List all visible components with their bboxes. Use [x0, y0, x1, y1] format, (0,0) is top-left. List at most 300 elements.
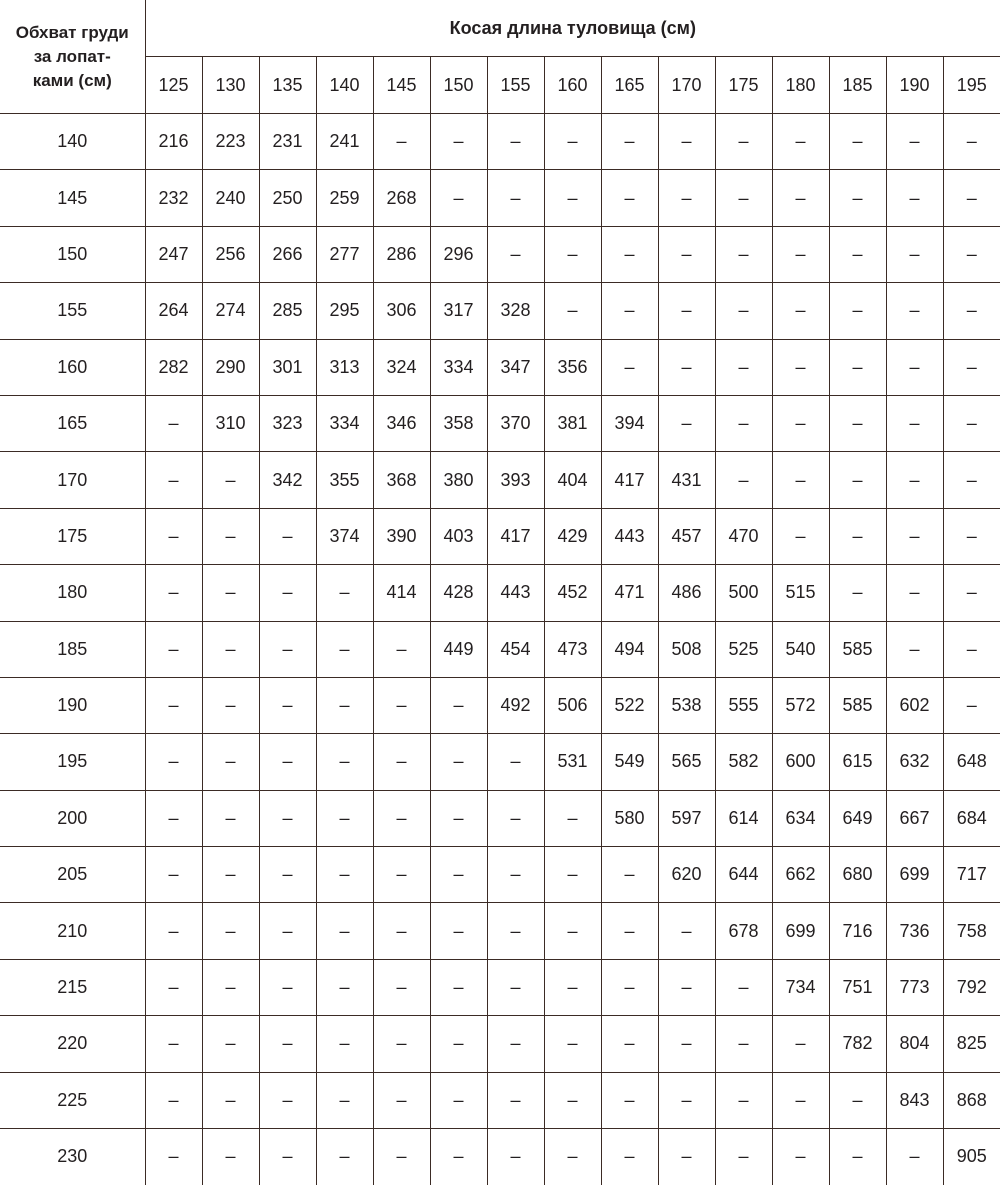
table-cell: – [373, 734, 430, 790]
table-cell: – [145, 790, 202, 846]
table-cell: 751 [829, 959, 886, 1015]
table-cell: – [943, 226, 1000, 282]
table-cell: – [829, 114, 886, 170]
table-cell: – [772, 1129, 829, 1185]
table-cell: – [373, 677, 430, 733]
table-cell: 614 [715, 790, 772, 846]
row-label: 200 [0, 790, 145, 846]
table-cell: 615 [829, 734, 886, 790]
table-cell: 486 [658, 565, 715, 621]
table-cell: 736 [886, 903, 943, 959]
table-cell: – [316, 734, 373, 790]
table-cell: – [316, 1129, 373, 1185]
table-cell: 582 [715, 734, 772, 790]
table-cell: – [658, 339, 715, 395]
row-label: 190 [0, 677, 145, 733]
table-cell: 600 [772, 734, 829, 790]
table-cell: – [886, 170, 943, 226]
table-cell: 290 [202, 339, 259, 395]
row-label: 220 [0, 1016, 145, 1072]
table-cell: – [544, 114, 601, 170]
table-cell: 404 [544, 452, 601, 508]
table-cell: – [886, 395, 943, 451]
table-row [0, 565, 1000, 621]
table-cell: – [829, 508, 886, 564]
table-cell: 301 [259, 339, 316, 395]
table-cell: – [601, 114, 658, 170]
table-cell: – [373, 903, 430, 959]
table-cell: – [316, 959, 373, 1015]
table-cell: – [202, 565, 259, 621]
table-cell: 342 [259, 452, 316, 508]
table-cell: – [316, 565, 373, 621]
table-row [0, 621, 1000, 677]
table-cell: 804 [886, 1016, 943, 1072]
table-cell: 565 [658, 734, 715, 790]
row-label: 160 [0, 339, 145, 395]
table-cell: – [259, 903, 316, 959]
table-cell: – [544, 903, 601, 959]
table-cell: – [886, 339, 943, 395]
table-cell: 470 [715, 508, 772, 564]
table-cell: – [430, 903, 487, 959]
table-cell: 231 [259, 114, 316, 170]
table-cell: 356 [544, 339, 601, 395]
table-cell: – [145, 734, 202, 790]
header-row-title [0, 0, 1000, 57]
table-cell: – [316, 1016, 373, 1072]
table-cell: 773 [886, 959, 943, 1015]
table-cell: – [601, 959, 658, 1015]
table-cell: 240 [202, 170, 259, 226]
table-cell: 492 [487, 677, 544, 733]
table-cell: – [145, 847, 202, 903]
table-cell: – [772, 1016, 829, 1072]
row-label: 185 [0, 621, 145, 677]
column-group-title: Косая длина туловища (см) [145, 0, 1000, 57]
table-cell: – [430, 790, 487, 846]
table-cell: – [772, 339, 829, 395]
table-cell: – [601, 903, 658, 959]
table-cell: – [943, 339, 1000, 395]
table-cell: – [943, 395, 1000, 451]
table-cell: – [829, 1072, 886, 1128]
table-cell: – [145, 395, 202, 451]
table-cell: – [202, 1072, 259, 1128]
table-cell: – [829, 170, 886, 226]
table-cell: – [373, 114, 430, 170]
table-cell: 380 [430, 452, 487, 508]
table-cell: 259 [316, 170, 373, 226]
table-cell: 602 [886, 677, 943, 733]
table-cell: – [373, 1016, 430, 1072]
table-cell: – [487, 734, 544, 790]
table-cell: – [829, 452, 886, 508]
table-cell: – [715, 959, 772, 1015]
table-cell: 417 [601, 452, 658, 508]
table-cell: – [886, 226, 943, 282]
table-row [0, 790, 1000, 846]
table-row [0, 1016, 1000, 1072]
table-cell: 347 [487, 339, 544, 395]
table-cell: 471 [601, 565, 658, 621]
table-cell: 334 [430, 339, 487, 395]
table-cell: – [601, 1072, 658, 1128]
column-header: 165 [601, 57, 658, 114]
table-cell: 868 [943, 1072, 1000, 1128]
table-cell: 313 [316, 339, 373, 395]
table-cell: 306 [373, 283, 430, 339]
table-cell: 644 [715, 847, 772, 903]
table-cell: 223 [202, 114, 259, 170]
table-cell: – [259, 508, 316, 564]
table-cell: – [430, 1129, 487, 1185]
table-cell: – [886, 1129, 943, 1185]
table-cell: – [202, 903, 259, 959]
column-header: 150 [430, 57, 487, 114]
table-cell: 580 [601, 790, 658, 846]
table-cell: 515 [772, 565, 829, 621]
table-cell: – [715, 452, 772, 508]
table-cell: – [601, 283, 658, 339]
table-cell: – [715, 226, 772, 282]
table-cell: – [430, 1016, 487, 1072]
table-cell: – [373, 1072, 430, 1128]
table-cell: – [544, 226, 601, 282]
table-cell: – [202, 790, 259, 846]
table-cell: – [145, 621, 202, 677]
table-cell: – [373, 847, 430, 903]
table-cell: 597 [658, 790, 715, 846]
table-cell: – [259, 1072, 316, 1128]
table-row [0, 452, 1000, 508]
table-cell: 282 [145, 339, 202, 395]
table-cell: 266 [259, 226, 316, 282]
table-cell: 632 [886, 734, 943, 790]
table-row [0, 226, 1000, 282]
table-cell: 368 [373, 452, 430, 508]
table-cell: – [145, 508, 202, 564]
table-cell: 317 [430, 283, 487, 339]
table-cell: 370 [487, 395, 544, 451]
corner-line: ками (см) [32, 70, 112, 90]
table-cell: – [544, 790, 601, 846]
table-cell: – [829, 565, 886, 621]
table-cell: 905 [943, 1129, 1000, 1185]
table-cell: 825 [943, 1016, 1000, 1072]
corner-line: за лопат- [33, 46, 111, 66]
table-cell: 285 [259, 283, 316, 339]
table-cell: – [316, 621, 373, 677]
table-cell: – [145, 677, 202, 733]
table-cell: 585 [829, 621, 886, 677]
table-cell: – [487, 790, 544, 846]
table-cell: 295 [316, 283, 373, 339]
table-cell: 549 [601, 734, 658, 790]
table-cell: 334 [316, 395, 373, 451]
table-cell: – [715, 395, 772, 451]
table-cell: – [829, 339, 886, 395]
table-cell: – [886, 508, 943, 564]
table-cell: – [373, 959, 430, 1015]
table-cell: – [658, 1072, 715, 1128]
table-cell: – [487, 1129, 544, 1185]
table-cell: 843 [886, 1072, 943, 1128]
table-cell: – [715, 170, 772, 226]
row-label: 215 [0, 959, 145, 1015]
table-cell: – [259, 565, 316, 621]
table-cell: 346 [373, 395, 430, 451]
table-cell: – [430, 959, 487, 1015]
table-cell: 443 [601, 508, 658, 564]
table-cell: 403 [430, 508, 487, 564]
table-cell: 758 [943, 903, 1000, 959]
table-cell: 522 [601, 677, 658, 733]
table-cell: 457 [658, 508, 715, 564]
table-cell: – [259, 734, 316, 790]
row-label: 140 [0, 114, 145, 170]
column-header: 185 [829, 57, 886, 114]
table-cell: 699 [886, 847, 943, 903]
table-cell: – [373, 790, 430, 846]
table-cell: – [202, 452, 259, 508]
table-cell: – [601, 339, 658, 395]
header-row-columns [0, 57, 1000, 114]
table-cell: 232 [145, 170, 202, 226]
table-cell: – [145, 1072, 202, 1128]
table-cell: 393 [487, 452, 544, 508]
column-header: 155 [487, 57, 544, 114]
table-cell: – [886, 452, 943, 508]
table-cell: – [601, 1129, 658, 1185]
table-row [0, 847, 1000, 903]
table-cell: – [772, 283, 829, 339]
table-cell: – [886, 283, 943, 339]
table-row [0, 395, 1000, 451]
table-cell: 538 [658, 677, 715, 733]
table-cell: 782 [829, 1016, 886, 1072]
table-cell: 506 [544, 677, 601, 733]
table-cell: 216 [145, 114, 202, 170]
table-cell: 324 [373, 339, 430, 395]
table-cell: – [715, 1016, 772, 1072]
table-cell: 449 [430, 621, 487, 677]
table-cell: – [316, 1072, 373, 1128]
table-cell: – [373, 1129, 430, 1185]
table-cell: – [202, 621, 259, 677]
table-cell: – [145, 903, 202, 959]
table-cell: 429 [544, 508, 601, 564]
table-cell: 585 [829, 677, 886, 733]
table-cell: – [202, 1129, 259, 1185]
table-cell: – [430, 847, 487, 903]
table-cell: – [886, 114, 943, 170]
table-cell: – [544, 847, 601, 903]
table-cell: – [715, 1129, 772, 1185]
table-cell: – [487, 847, 544, 903]
table-cell: – [943, 452, 1000, 508]
table-cell: – [202, 1016, 259, 1072]
table-row [0, 734, 1000, 790]
table-cell: – [658, 1129, 715, 1185]
table-cell: – [145, 1016, 202, 1072]
table-cell: 508 [658, 621, 715, 677]
table-cell: 717 [943, 847, 1000, 903]
table-cell: – [487, 959, 544, 1015]
row-label: 145 [0, 170, 145, 226]
table-cell: 555 [715, 677, 772, 733]
column-header: 145 [373, 57, 430, 114]
row-label: 170 [0, 452, 145, 508]
table-cell: 699 [772, 903, 829, 959]
table-cell: – [943, 677, 1000, 733]
table-cell: – [145, 1129, 202, 1185]
table-cell: – [145, 452, 202, 508]
table-row [0, 170, 1000, 226]
table-cell: 620 [658, 847, 715, 903]
column-header: 190 [886, 57, 943, 114]
table-cell: – [829, 226, 886, 282]
row-label: 155 [0, 283, 145, 339]
table-cell: 431 [658, 452, 715, 508]
table-cell: – [316, 677, 373, 733]
table-cell: – [259, 1129, 316, 1185]
table-cell: – [658, 1016, 715, 1072]
column-header: 180 [772, 57, 829, 114]
column-header: 160 [544, 57, 601, 114]
table-cell: – [943, 508, 1000, 564]
table-cell: – [658, 395, 715, 451]
table-cell: – [259, 790, 316, 846]
table-cell: 678 [715, 903, 772, 959]
table-cell: 256 [202, 226, 259, 282]
table-cell: 414 [373, 565, 430, 621]
table-cell: – [316, 903, 373, 959]
table-cell: – [544, 170, 601, 226]
table-cell: – [487, 170, 544, 226]
table-cell: – [544, 283, 601, 339]
table-cell: 662 [772, 847, 829, 903]
table-cell: – [430, 734, 487, 790]
table-row [0, 959, 1000, 1015]
column-header: 175 [715, 57, 772, 114]
table-row [0, 677, 1000, 733]
table-cell: 648 [943, 734, 1000, 790]
table-cell: 374 [316, 508, 373, 564]
table-cell: – [430, 677, 487, 733]
table-cell: – [316, 790, 373, 846]
table-cell: 268 [373, 170, 430, 226]
row-label: 230 [0, 1129, 145, 1185]
table-cell: – [658, 903, 715, 959]
table-cell: 277 [316, 226, 373, 282]
table-cell: 452 [544, 565, 601, 621]
table-cell: 274 [202, 283, 259, 339]
row-label: 195 [0, 734, 145, 790]
table-cell: – [772, 226, 829, 282]
table-cell: – [943, 114, 1000, 170]
table-cell: – [430, 1072, 487, 1128]
table-cell: – [886, 621, 943, 677]
table-cell: 680 [829, 847, 886, 903]
table-cell: – [601, 847, 658, 903]
table-cell: – [202, 959, 259, 1015]
row-label: 210 [0, 903, 145, 959]
table-cell: – [487, 1016, 544, 1072]
table-cell: – [658, 283, 715, 339]
table-cell: – [943, 283, 1000, 339]
table-cell: – [544, 959, 601, 1015]
table-cell: – [715, 1072, 772, 1128]
table-cell: – [772, 170, 829, 226]
column-header: 170 [658, 57, 715, 114]
table-cell: 572 [772, 677, 829, 733]
table-cell: 473 [544, 621, 601, 677]
table-cell: 684 [943, 790, 1000, 846]
table-cell: – [259, 1016, 316, 1072]
table-cell: – [772, 452, 829, 508]
table-cell: 241 [316, 114, 373, 170]
table-cell: 247 [145, 226, 202, 282]
table-cell: – [544, 1129, 601, 1185]
column-header: 140 [316, 57, 373, 114]
table-cell: 328 [487, 283, 544, 339]
table-cell: 417 [487, 508, 544, 564]
column-header: 195 [943, 57, 1000, 114]
table-cell: – [658, 170, 715, 226]
table-cell: – [943, 565, 1000, 621]
column-header: 135 [259, 57, 316, 114]
table-cell: – [202, 734, 259, 790]
table-cell: 792 [943, 959, 1000, 1015]
table-cell: 390 [373, 508, 430, 564]
table-row [0, 1129, 1000, 1185]
table-cell: 394 [601, 395, 658, 451]
table-cell: 358 [430, 395, 487, 451]
table-cell: – [601, 226, 658, 282]
table-cell: – [544, 1072, 601, 1128]
row-label: 225 [0, 1072, 145, 1128]
table-cell: 734 [772, 959, 829, 1015]
table-cell: 286 [373, 226, 430, 282]
table-cell: 428 [430, 565, 487, 621]
table-cell: – [544, 1016, 601, 1072]
row-label: 150 [0, 226, 145, 282]
table-cell: 634 [772, 790, 829, 846]
table-cell: – [886, 565, 943, 621]
table-cell: – [715, 283, 772, 339]
table-cell: – [658, 114, 715, 170]
table-cell: 250 [259, 170, 316, 226]
corner-label [0, 0, 145, 114]
table-cell: – [487, 1072, 544, 1128]
table-cell: – [601, 170, 658, 226]
table-cell: 355 [316, 452, 373, 508]
table-cell: 454 [487, 621, 544, 677]
table-row [0, 283, 1000, 339]
table-row [0, 903, 1000, 959]
table-cell: 264 [145, 283, 202, 339]
table-cell: – [373, 621, 430, 677]
table-cell: – [658, 226, 715, 282]
table-cell: 296 [430, 226, 487, 282]
table-cell: 494 [601, 621, 658, 677]
table-cell: 323 [259, 395, 316, 451]
row-label: 165 [0, 395, 145, 451]
table-cell: 649 [829, 790, 886, 846]
table-row [0, 508, 1000, 564]
table-cell: – [943, 170, 1000, 226]
